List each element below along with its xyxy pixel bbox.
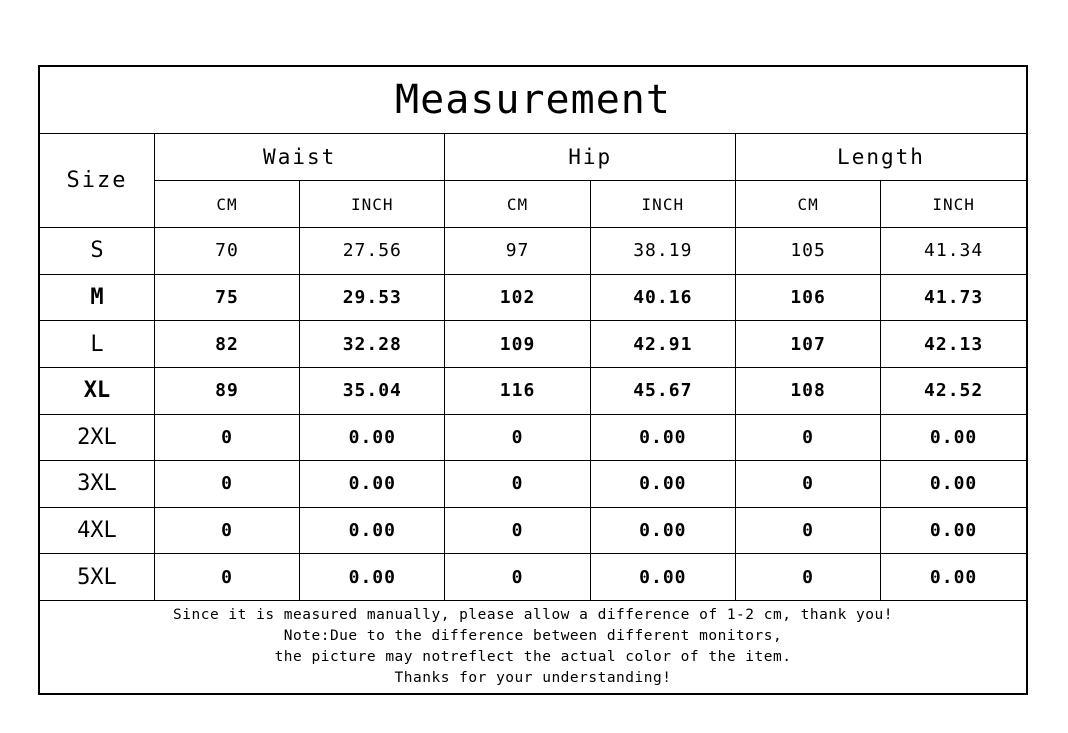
cell-waist-cm: 0 [154, 554, 299, 601]
cell-hip-cm: 102 [445, 274, 590, 321]
row-size-label: 2XL [40, 414, 154, 461]
cell-length-cm: 0 [735, 461, 880, 508]
cell-waist-cm: 0 [154, 461, 299, 508]
cell-waist-inch: 27.56 [300, 228, 445, 275]
cell-length-cm: 106 [735, 274, 880, 321]
note-line-4: Thanks for your understanding! [394, 670, 672, 687]
cell-length-inch: 42.52 [881, 367, 1026, 414]
table-row [40, 414, 1026, 461]
cell-waist-inch: 0.00 [300, 507, 445, 554]
unit-header-row [40, 181, 1026, 228]
cell-length-inch: 0.00 [881, 414, 1026, 461]
cell-waist-cm: 75 [154, 274, 299, 321]
row-size-label: M [40, 274, 154, 321]
cell-waist-inch: 35.04 [300, 367, 445, 414]
cell-hip-inch: 0.00 [590, 507, 735, 554]
cell-hip-cm: 97 [445, 228, 590, 275]
row-size-label: 5XL [40, 554, 154, 601]
unit-header-length-inch: INCH [881, 181, 1026, 228]
table-row [40, 321, 1026, 368]
cell-length-cm: 107 [735, 321, 880, 368]
cell-length-cm: 0 [735, 507, 880, 554]
table-row [40, 274, 1026, 321]
cell-length-inch: 0.00 [881, 554, 1026, 601]
cell-waist-cm: 89 [154, 367, 299, 414]
cell-waist-cm: 0 [154, 414, 299, 461]
size-column-header: Size [40, 134, 154, 228]
size-table [40, 67, 1026, 693]
cell-length-inch: 0.00 [881, 507, 1026, 554]
unit-header-length-cm: CM [735, 181, 880, 228]
cell-hip-cm: 0 [445, 414, 590, 461]
cell-hip-inch: 0.00 [590, 414, 735, 461]
cell-hip-cm: 116 [445, 367, 590, 414]
row-size-label: L [40, 321, 154, 368]
cell-hip-cm: 0 [445, 554, 590, 601]
cell-length-inch: 0.00 [881, 461, 1026, 508]
cell-length-inch: 41.73 [881, 274, 1026, 321]
row-size-label: 4XL [40, 507, 154, 554]
notes-row [40, 601, 1026, 694]
group-header-length: Length [735, 134, 1026, 181]
cell-waist-cm: 82 [154, 321, 299, 368]
note-line-1: Since it is measured manually, please allow a difference of 1-2 cm, thank you! [173, 606, 893, 623]
row-size-label: S [40, 228, 154, 275]
table-row [40, 228, 1026, 275]
row-size-label: 3XL [40, 461, 154, 508]
cell-waist-inch: 32.28 [300, 321, 445, 368]
cell-hip-inch: 40.16 [590, 274, 735, 321]
cell-waist-inch: 0.00 [300, 554, 445, 601]
cell-length-cm: 108 [735, 367, 880, 414]
cell-waist-cm: 0 [154, 507, 299, 554]
unit-header-hip-cm: CM [445, 181, 590, 228]
cell-hip-cm: 0 [445, 461, 590, 508]
cell-waist-inch: 29.53 [300, 274, 445, 321]
notes [40, 601, 1026, 694]
group-header-waist: Waist [154, 134, 445, 181]
cell-hip-inch: 0.00 [590, 461, 735, 508]
table-row [40, 461, 1026, 508]
cell-hip-inch: 42.91 [590, 321, 735, 368]
unit-header-waist-cm: CM [154, 181, 299, 228]
unit-header-hip-inch: INCH [590, 181, 735, 228]
row-size-label: XL [40, 367, 154, 414]
cell-waist-cm: 70 [154, 228, 299, 275]
cell-waist-inch: 0.00 [300, 414, 445, 461]
cell-length-cm: 0 [735, 414, 880, 461]
measurement-chart [38, 65, 1028, 695]
cell-waist-inch: 0.00 [300, 461, 445, 508]
cell-hip-inch: 0.00 [590, 554, 735, 601]
cell-hip-cm: 109 [445, 321, 590, 368]
table-row [40, 507, 1026, 554]
table-row [40, 367, 1026, 414]
unit-header-waist-inch: INCH [300, 181, 445, 228]
note-line-3: the picture may notreflect the actual color of the item. [274, 649, 792, 665]
cell-hip-cm: 0 [445, 507, 590, 554]
note-line-2: Note:Due to the difference between different monitors, [283, 627, 783, 644]
cell-length-cm: 105 [735, 228, 880, 275]
cell-hip-inch: 45.67 [590, 367, 735, 414]
group-header-hip: Hip [445, 134, 736, 181]
cell-length-cm: 0 [735, 554, 880, 601]
table-row [40, 554, 1026, 601]
cell-length-inch: 41.34 [881, 228, 1026, 275]
cell-hip-inch: 38.19 [590, 228, 735, 275]
page-title: Measurement [40, 67, 1026, 134]
cell-length-inch: 42.13 [881, 321, 1026, 368]
group-header-row [40, 134, 1026, 181]
table-title-row [40, 67, 1026, 134]
